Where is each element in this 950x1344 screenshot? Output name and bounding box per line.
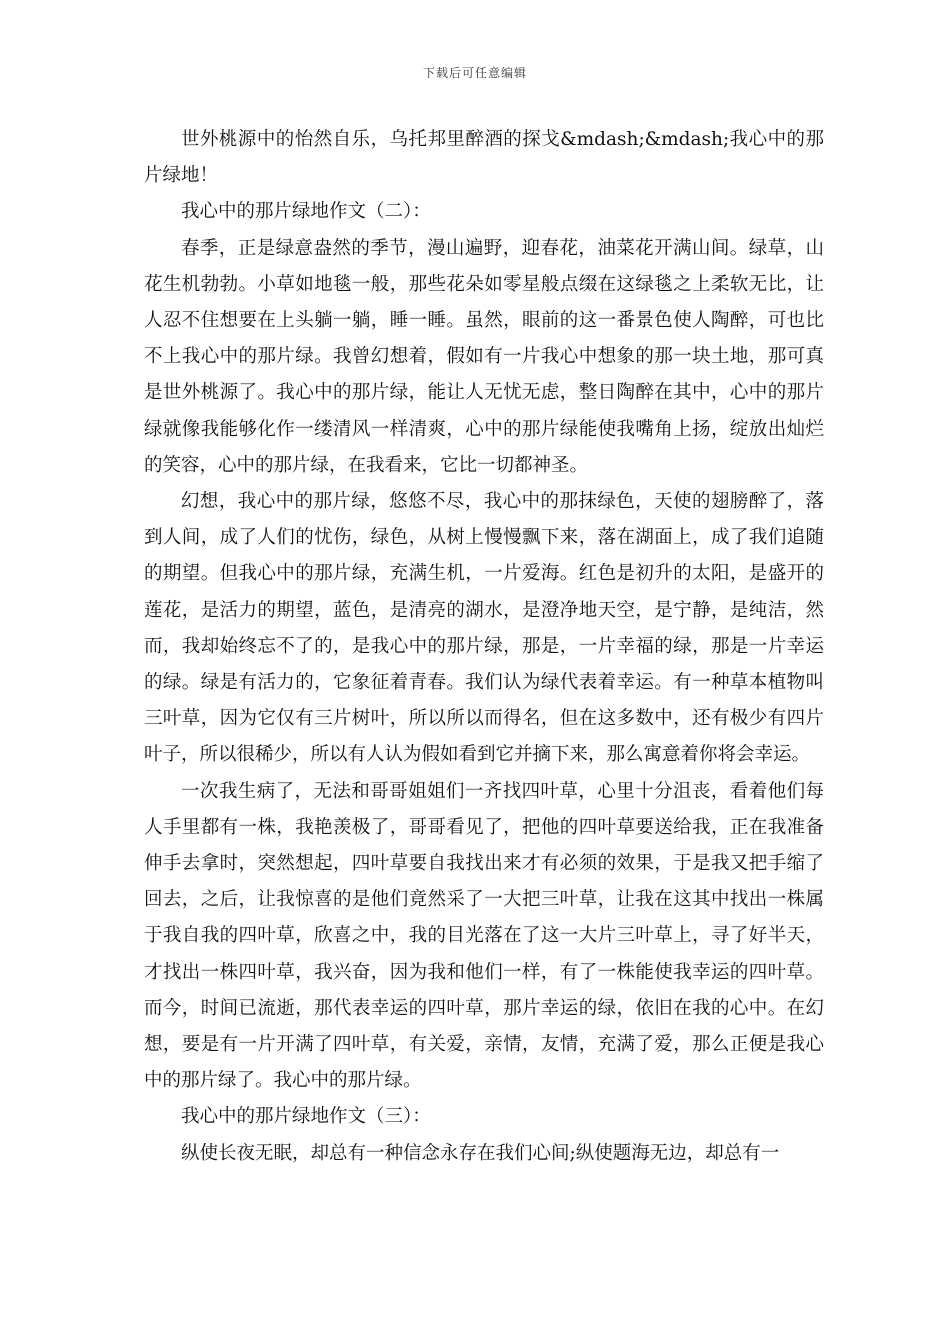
section-heading-three: 我心中的那片绿地作文（三）： (181, 1106, 431, 1128)
paragraph-spring: 春季，正是绿意盎然的季节，漫山遍野，迎春花，油菜花开满山间。绿草，山花生机勃勃。小草如地毯一般，那些花朵如零星般点缀在这绿毯之上柔软无比，让人忍不住想要在上头躺一躺，睡一睡。虽然，眼前的这一番景色使人陶醉，可也比不上我心中的那片绿。我曾幻想着，假如有一片我心中想象的那一块土地，那可真是世外桃源了。我心中的那片绿，能让人无忧无虑，整日陶醉在其中，心中的那片绿就像我能够化作一缕清风一样清爽，心中的那片绿能使我嘴角上扬，绽放出灿烂的笑容，心中的那片绿，在我看来，它比一切都神圣。 (144, 237, 824, 476)
document-body (144, 122, 824, 1172)
paragraph-section-three-start: 纵使长夜无眠，却总有一种信念永存在我们心间;纵使题海无边，却总有一 (181, 1142, 780, 1164)
paragraph-fantasy: 幻想，我心中的那片绿，悠悠不尽，我心中的那抹绿色，天使的翅膀醉了，落到人间，成了人们的忧伤，绿色，从树上慢慢飘下来，落在湖面上，成了我们追随的期望。但我心中的那片绿，充满生机，一片爱海。红色是初升的太阳，是盛开的莲花，是活力的期望，蓝色，是清亮的湖水，是澄净地天空，是宁静，是纯洁，然而，我却始终忘不了的，是我心中的那片绿，那是，一片幸福的绿，那是一片幸运的绿。绿是有活力的，它象征着青春。我们认为绿代表着幸运。有一种草本植物叫三叶草，因为它仅有三片树叶，所以所以而得名，但在这多数中，还有极少有四片叶子，所以很稀少，所以有人认为假如看到它并摘下来，那么寓意着你将会幸运。 (144, 491, 824, 766)
paragraph-four-leaf-clover: 一次我生病了，无法和哥哥姐姐们一齐找四叶草，心里十分沮丧，看着他们每人手里都有一株，我艳羡极了，哥哥看见了，把他的四叶草要送给我，正在我准备伸手去拿时，突然想起，四叶草要自我找出来才有必须的效果，于是我又把手缩了回去，之后，让我惊喜的是他们竟然采了一大把三叶草，让我在这其中找出一株属于我自我的四叶草，欣喜之中，我的目光落在了这一大片三叶草上，寻了好半天，才找出一株四叶草，我兴奋，因为我和他们一样，有了一株能使我幸运的四叶草。而今，时间已流逝，那代表幸运的四叶草，那片幸运的绿，依旧在我的心中。在幻想，要是有一片开满了四叶草，有关爱，亲情，友情，充满了爱，那么正便是我心中的那片绿了。我心中的那片绿。 (144, 780, 824, 1092)
paragraph-intro-ending: 世外桃源中的怡然自乐，乌托邦里醉酒的探戈&mdash;&mdash;我心中的那片绿地！ (144, 129, 824, 187)
section-heading-two: 我心中的那片绿地作文（二）： (181, 201, 431, 223)
page-header: 下载后可任意编辑 (422, 66, 527, 80)
